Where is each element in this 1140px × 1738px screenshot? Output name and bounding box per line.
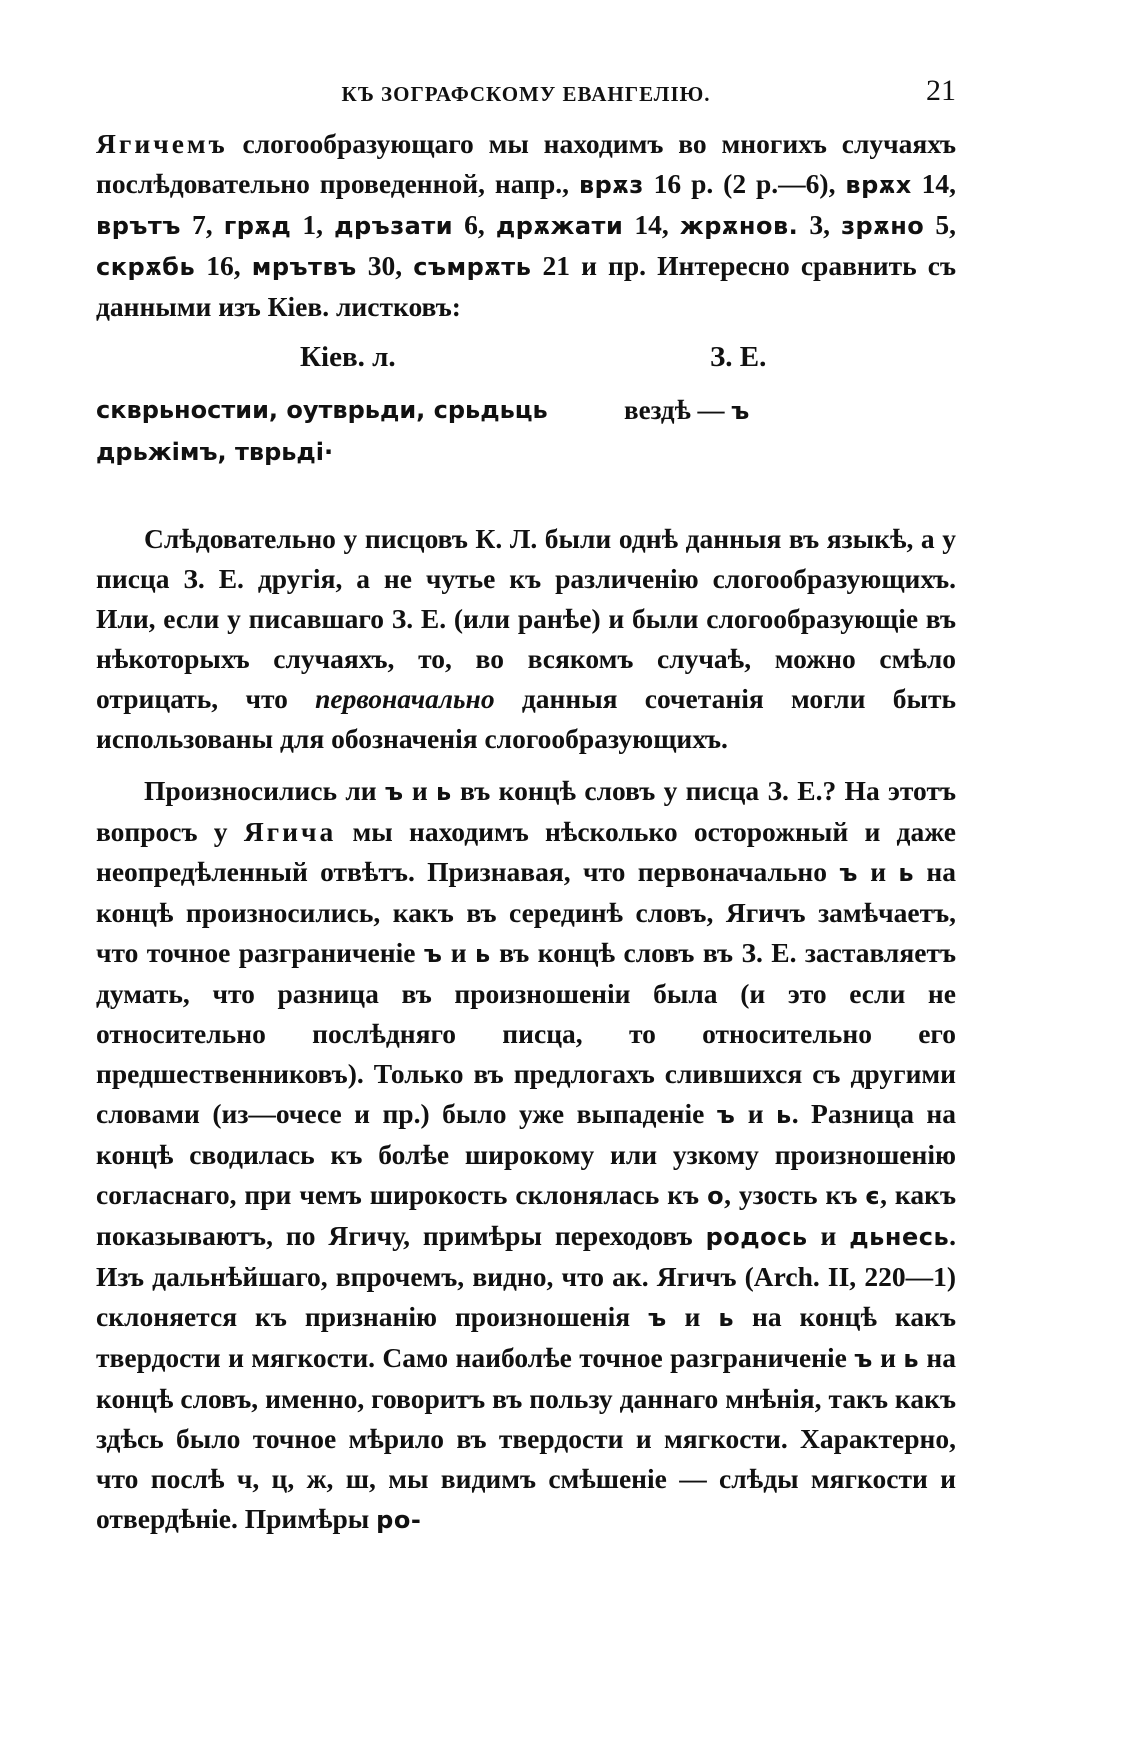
text-run: Произносились ли	[144, 775, 385, 806]
page-header	[96, 72, 956, 124]
church-slavonic-word: съмрѫть	[413, 253, 532, 281]
text-run: . Разница на концѣ сводилась къ болѣе широкому или узкому произношенію согласнаго, при чемъ широкость склонялась къ	[96, 1098, 956, 1210]
page-number: 21	[926, 74, 956, 107]
text-run: въ концѣ словъ въ З. Е. заставляетъ думать, что разница въ произношеніи была (и это если не относительно послѣдняго писца, то относительно его предшественниковъ). Только въ предлогахъ слившихся съ другими словами (из—очесе и пр.) было уже выпаденіе	[96, 937, 956, 1129]
text-run: 30,	[356, 250, 414, 281]
ze-column-heading: З. Е.	[710, 341, 767, 373]
church-slavonic-word: врѫз	[578, 171, 644, 199]
text-run: , какъ показываютъ, по Ягичу, примѣры переходовъ	[96, 1179, 956, 1251]
text-run: 21 и пр. Интересно сравнить съ данными изъ Кіев. листковъ:	[96, 250, 957, 322]
church-slavonic-word: врѫх	[845, 171, 912, 199]
text-run: на концѣ какъ твердости и мягкости. Само наиболѣе точное разграниченіе	[96, 1301, 956, 1373]
text-run: 6,	[453, 209, 496, 240]
yer-letter: ъ	[854, 1345, 873, 1373]
yer-letter: ъ	[384, 778, 404, 806]
text-run: и	[807, 1220, 850, 1251]
paragraph-1	[96, 124, 956, 327]
yer-soft-letter: ь	[903, 1345, 920, 1373]
church-slavonic-word: дръзати	[334, 212, 454, 240]
text-run: 14,	[623, 209, 680, 240]
text-run: и	[403, 775, 437, 806]
kiev-column-heading: Кіев. л.	[300, 341, 396, 373]
yer-soft-letter: ь	[898, 859, 915, 887]
church-slavonic-word: родось	[705, 1223, 808, 1251]
author-name: Ягичемъ	[96, 128, 228, 159]
yer-letter: ъ	[716, 1101, 736, 1129]
text-run: мы находимъ нѣсколько осторожный и даже неопредѣленный отвѣтъ. Признавая, что первоначально	[96, 816, 956, 887]
church-slavonic-word: врътъ	[96, 212, 181, 240]
text-run: слогообразующаго мы находимъ во многихъ случаяхъ послѣдовательно проведенной, напр.,	[96, 128, 956, 199]
ze-letter: ъ	[731, 397, 750, 425]
text-run: 3,	[798, 209, 842, 240]
yer-letter: ъ	[839, 859, 858, 887]
yer-soft-letter: ь	[475, 940, 491, 968]
church-slavonic-word: дрѫжати	[495, 212, 624, 240]
yer-letter: ъ	[648, 1304, 667, 1332]
book-page	[96, 72, 956, 1540]
kiev-examples	[96, 389, 576, 473]
church-slavonic-word: скрѫбь	[96, 253, 196, 281]
text-run: и	[872, 1342, 904, 1373]
church-slavonic-word: зрѫно	[841, 212, 925, 240]
ze-text: вездѣ —	[624, 395, 725, 425]
text-run: 5,	[924, 209, 957, 240]
text-run: и	[857, 856, 899, 887]
text-run: данныя сочетанія могли быть использованы для обозначенія слогообразующихъ.	[96, 683, 956, 754]
church-slavonic-letter: є	[865, 1182, 881, 1210]
running-title: КЪ ЗОГРАФСКОМУ ЕВАНГЕЛІЮ.	[341, 82, 711, 106]
ze-examples	[624, 389, 750, 432]
text-run: 16 р. (2 р.—6),	[643, 168, 846, 199]
text-run: 16,	[195, 250, 252, 281]
church-slavonic-word: мрътвъ	[251, 253, 357, 281]
text-run: , узость къ	[724, 1179, 866, 1210]
paragraph-2	[96, 519, 956, 759]
text-run: . Изъ дальнѣйшаго, впрочемъ, видно, что ак. Ягичъ (Arch. II, 220—1) склоняется къ признанію произношенія	[96, 1220, 956, 1332]
italic-word: первоначально	[315, 683, 495, 714]
text-run: 14,	[911, 168, 957, 199]
text-run: и	[666, 1301, 719, 1332]
text-run: 7,	[180, 209, 224, 240]
text-run: 1,	[291, 209, 335, 240]
author-name: Ягича	[243, 816, 337, 847]
paragraph-3	[96, 771, 956, 1540]
text-run: на концѣ произносились, какъ въ серединѣ словъ, Ягичъ замѣчаетъ, что точное разграниченіе	[96, 856, 956, 968]
yer-soft-letter: ь	[718, 1304, 735, 1332]
comparison-table	[96, 341, 956, 489]
text-run: Слѣдовательно у писцовъ К. Л. были однѣ данныя въ языкѣ, а у писца З. Е. другія, а не чутье къ различенію слогообразующихъ. Или, если у писавшаго З. Е. (или ранѣе) и были слогообразующіе въ нѣкоторыхъ случаяхъ, то, во всякомъ случаѣ, можно смѣло отрицать, что	[96, 523, 956, 714]
church-slavonic-word: жрѫнов.	[679, 212, 799, 240]
church-slavonic-word: грѫд	[223, 212, 292, 240]
text-run: и	[442, 937, 476, 968]
church-slavonic-letter: о	[707, 1182, 725, 1210]
church-slavonic-word: дьнесь	[849, 1223, 950, 1251]
text-run: и	[735, 1098, 777, 1129]
text-run: на концѣ словъ, именно, говоритъ въ пользу даннаго мнѣнія, такъ какъ здѣсь было точное мѣрило въ твердости и мягкости. Характерно, что послѣ ч, ц, ж, ш, мы видимъ смѣшеніе — слѣды мягкости и отвердѣніе. Примѣры	[96, 1342, 956, 1534]
yer-soft-letter: ь	[436, 778, 452, 806]
yer-letter: ъ	[423, 940, 443, 968]
yer-soft-letter: ь	[776, 1101, 792, 1129]
kiev-examples-line-1: скврьностии, оутврьди, срьдьць	[96, 396, 548, 424]
church-slavonic-word: ро-	[376, 1506, 422, 1534]
kiev-examples-line-2: дрьжімъ, тврьді·	[96, 438, 334, 466]
text-run: въ концѣ словъ у писца З. Е.? На этотъ вопросъ у	[96, 775, 956, 847]
